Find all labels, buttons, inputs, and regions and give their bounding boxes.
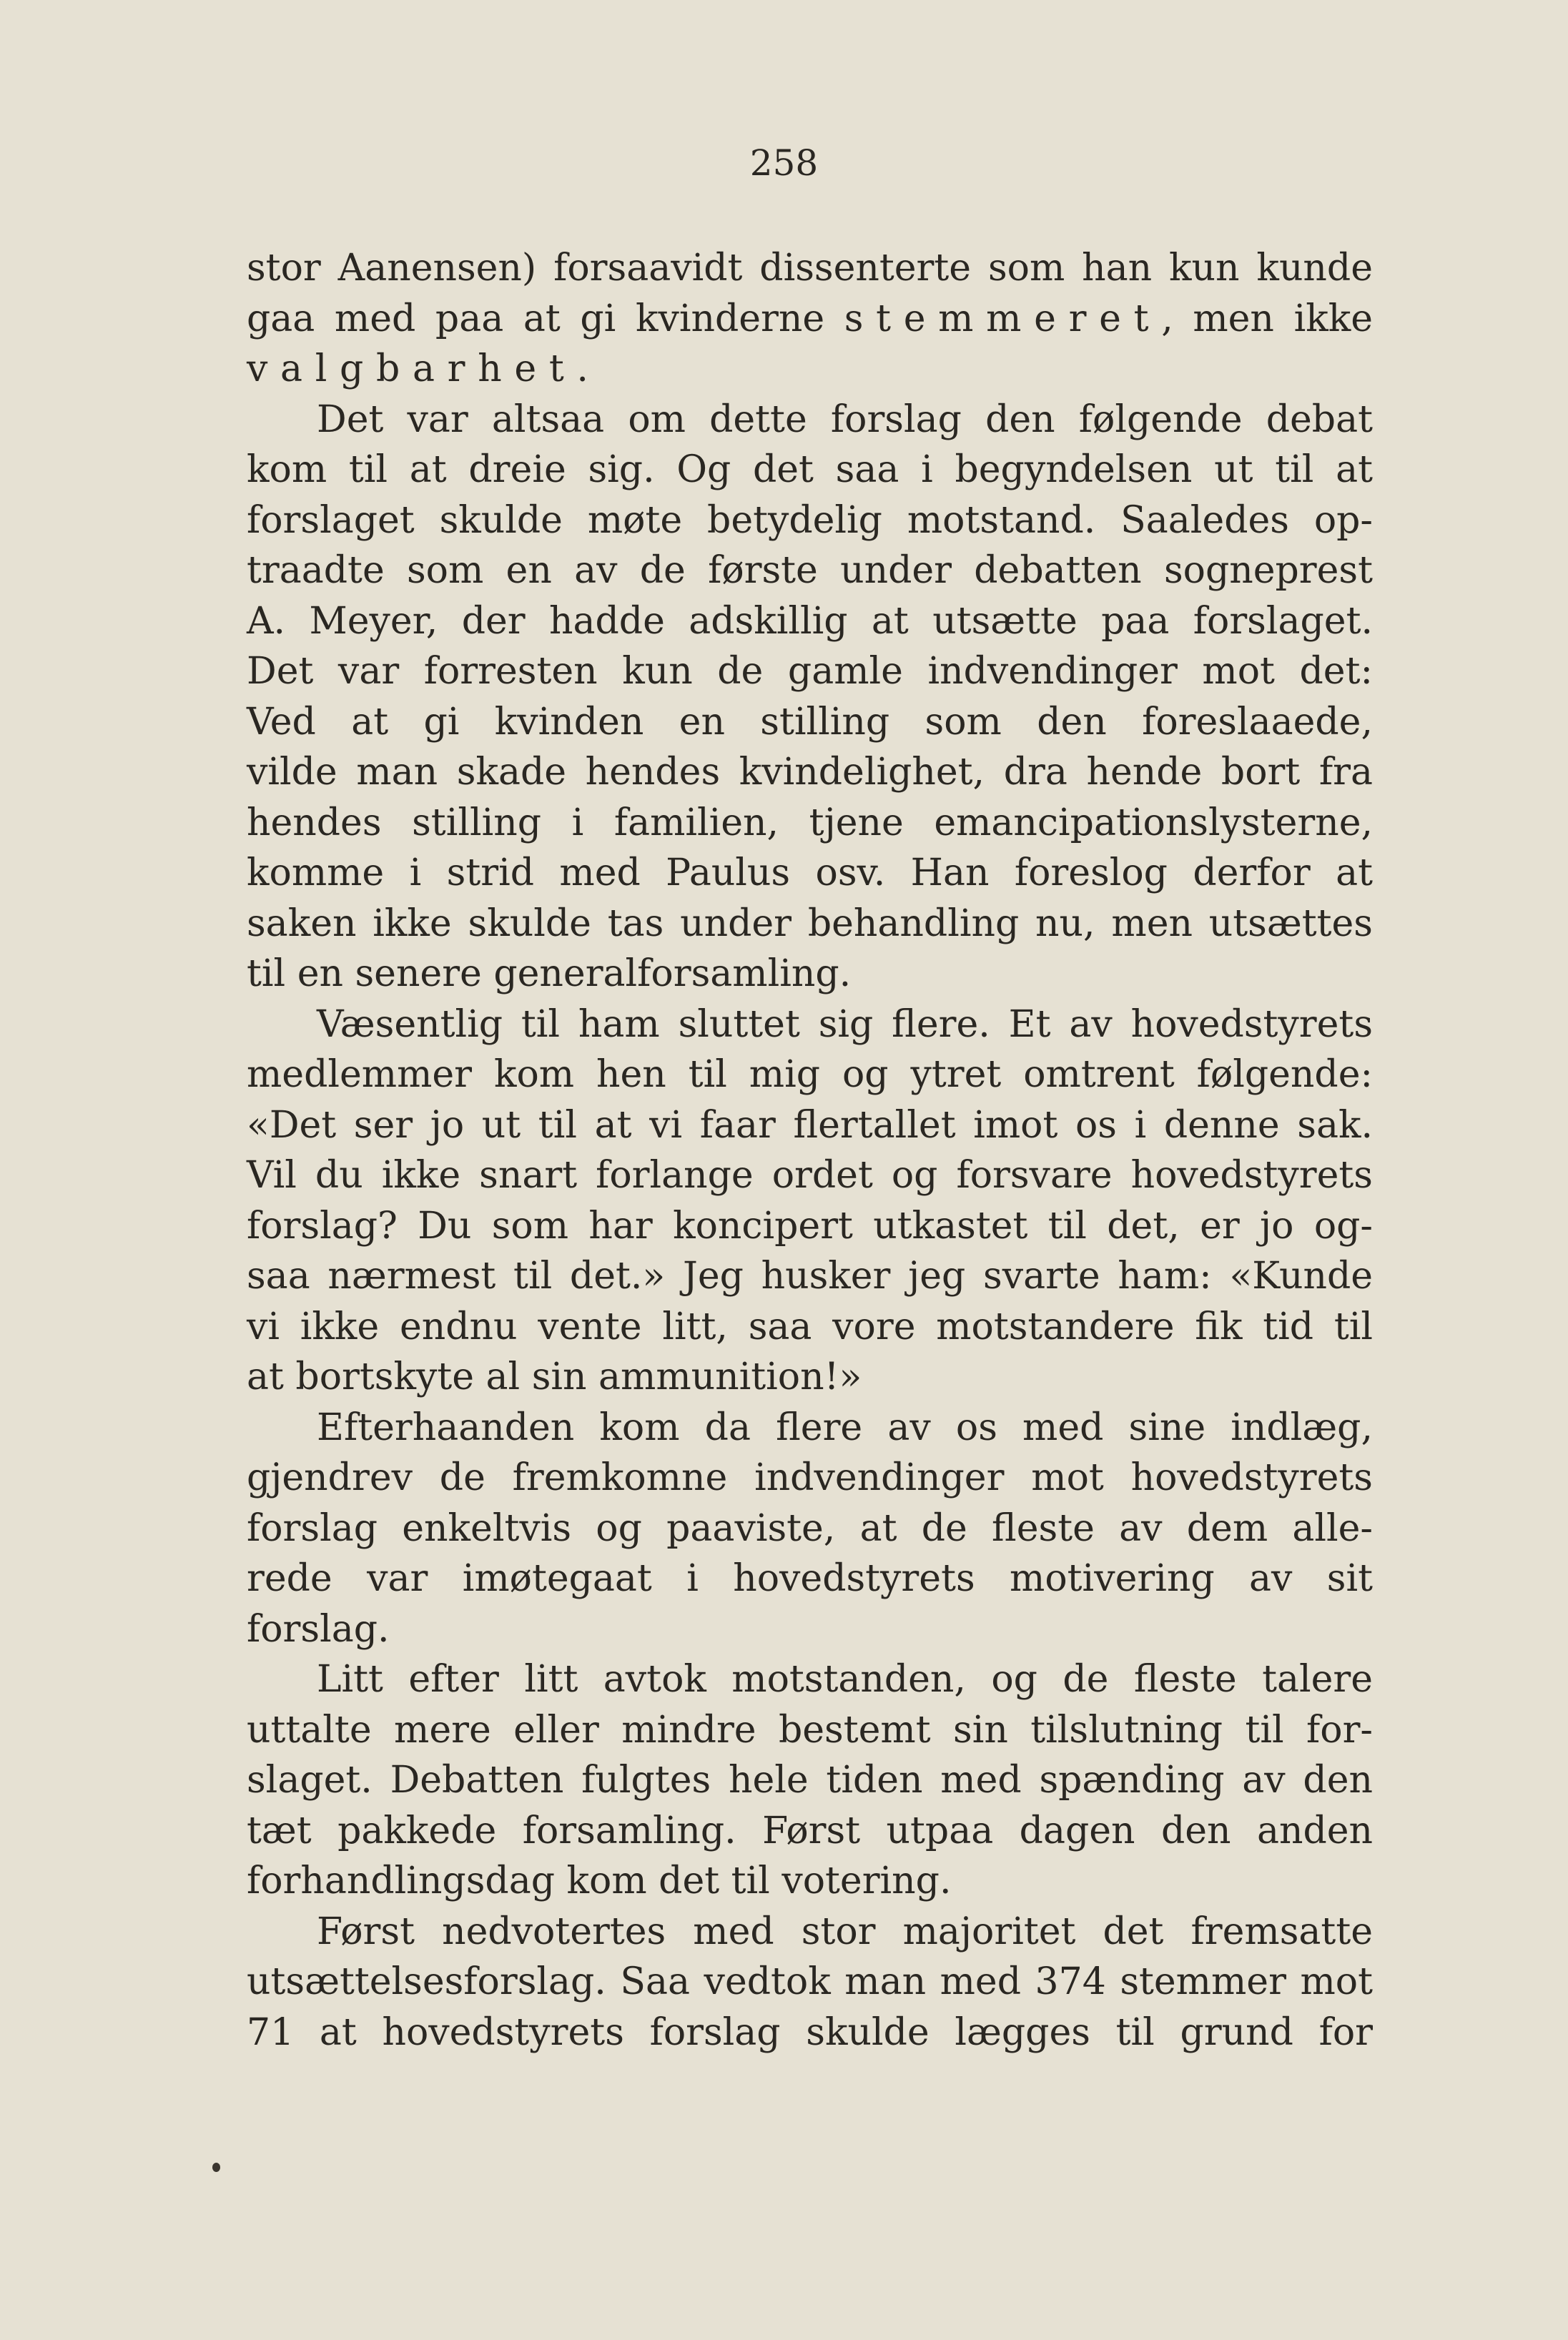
spaced-word: stemmeret bbox=[844, 297, 1162, 340]
text-line: Vil du ikke snart forlange ordet og forsvare hovedstyrets bbox=[247, 1154, 1373, 1197]
text-line: saa nærmest til det.» Jeg husker jeg svarte ham: «Kunde bbox=[247, 1255, 1373, 1298]
text-line: Efterhaanden kom da flere av os med sine indlæg, bbox=[317, 1406, 1373, 1449]
text-run: gaa med paa at gi kvinderne bbox=[247, 297, 844, 340]
text-line: forslag? Du som har koncipert utkastet til det, er jo og- bbox=[247, 1204, 1373, 1248]
body-text bbox=[247, 243, 1373, 2058]
text-line: forslaget skulde møte betydelig motstand. Saaledes op- bbox=[247, 498, 1373, 542]
text-line: rede var imøtegaat i hovedstyrets motivering av sit bbox=[247, 1557, 1373, 1600]
text-line: komme i strid med Paulus osv. Han foreslog derfor at bbox=[247, 851, 1373, 894]
text-line: Det var altsaa om dette forslag den følgende debat bbox=[317, 398, 1373, 441]
text-line: vi ikke endnu vente litt, saa vore motstandere fik tid til bbox=[247, 1305, 1373, 1348]
text-line: Ved at gi kvinden en stilling som den foreslaaede, bbox=[247, 700, 1373, 744]
text-line: forslag enkeltvis og paaviste, at de fleste av dem alle- bbox=[247, 1506, 1373, 1550]
text-line: at bortskyte al sin ammunition!» bbox=[247, 1356, 862, 1398]
text-line: Det var forresten kun de gamle indvendinger mot det: bbox=[247, 650, 1373, 693]
spaced-word: valgbarhet bbox=[247, 347, 577, 390]
text-line bbox=[247, 294, 1373, 345]
text-line: uttalte mere eller mindre bestemt sin tilslutning til for- bbox=[247, 1708, 1373, 1752]
text-line: Litt efter litt avtok motstanden, og de fleste talere bbox=[317, 1658, 1373, 1701]
text-line: gjendrev de fremkomne indvendinger mot hovedstyrets bbox=[247, 1456, 1373, 1499]
text-line: Først nedvotertes med stor majoritet det fremsatte bbox=[317, 1910, 1373, 1953]
text-line: tæt pakkede forsamling. Først utpaa dagen den anden bbox=[247, 1809, 1373, 1852]
text-line: forhandlingsdag kom det til votering. bbox=[247, 1860, 952, 1902]
text-line: hendes stilling i familien, tjene emancipationslysterne, bbox=[247, 801, 1373, 844]
ink-speck bbox=[212, 2163, 220, 2172]
text-line: utsættelsesforslag. Saa vedtok man med 374 stemmer mot bbox=[247, 1960, 1373, 2003]
text-line: saken ikke skulde tas under behandling nu, men utsættes bbox=[247, 902, 1373, 945]
text-line: Væsentlig til ham sluttet sig flere. Et av hovedstyrets bbox=[317, 1002, 1373, 1046]
text-line: medlemmer kom hen til mig og ytret omtrent følgende: bbox=[247, 1053, 1373, 1096]
text-run: , men ikke bbox=[1161, 297, 1373, 340]
text-line: til en senere generalforsamling. bbox=[247, 952, 852, 995]
text-line: traadte som en av de første under debatten sogneprest bbox=[247, 549, 1373, 592]
text-line: stor Aanensen) forsaavidt dissenterte som han kun kunde bbox=[247, 247, 1373, 290]
text-line: 71 at hovedstyrets forslag skulde lægges til grund for bbox=[247, 2010, 1373, 2054]
text-line: kom til at dreie sig. Og det saa i begyndelsen ut til at bbox=[247, 448, 1373, 491]
text-line: «Det ser jo ut til at vi faar flertallet imot os i denne sak. bbox=[247, 1103, 1373, 1147]
text-run: . bbox=[576, 347, 588, 390]
text-line: forslag. bbox=[247, 1607, 390, 1651]
text-line: A. Meyer, der hadde adskillig at utsætte paa forslaget. bbox=[247, 599, 1373, 643]
page-number: 258 bbox=[749, 142, 819, 184]
text-line: vilde man skade hendes kvindelighet, dra hende bort fra bbox=[247, 751, 1373, 794]
text-line bbox=[247, 344, 1373, 395]
text-line: slaget. Debatten fulgtes hele tiden med spænding av den bbox=[247, 1759, 1373, 1802]
